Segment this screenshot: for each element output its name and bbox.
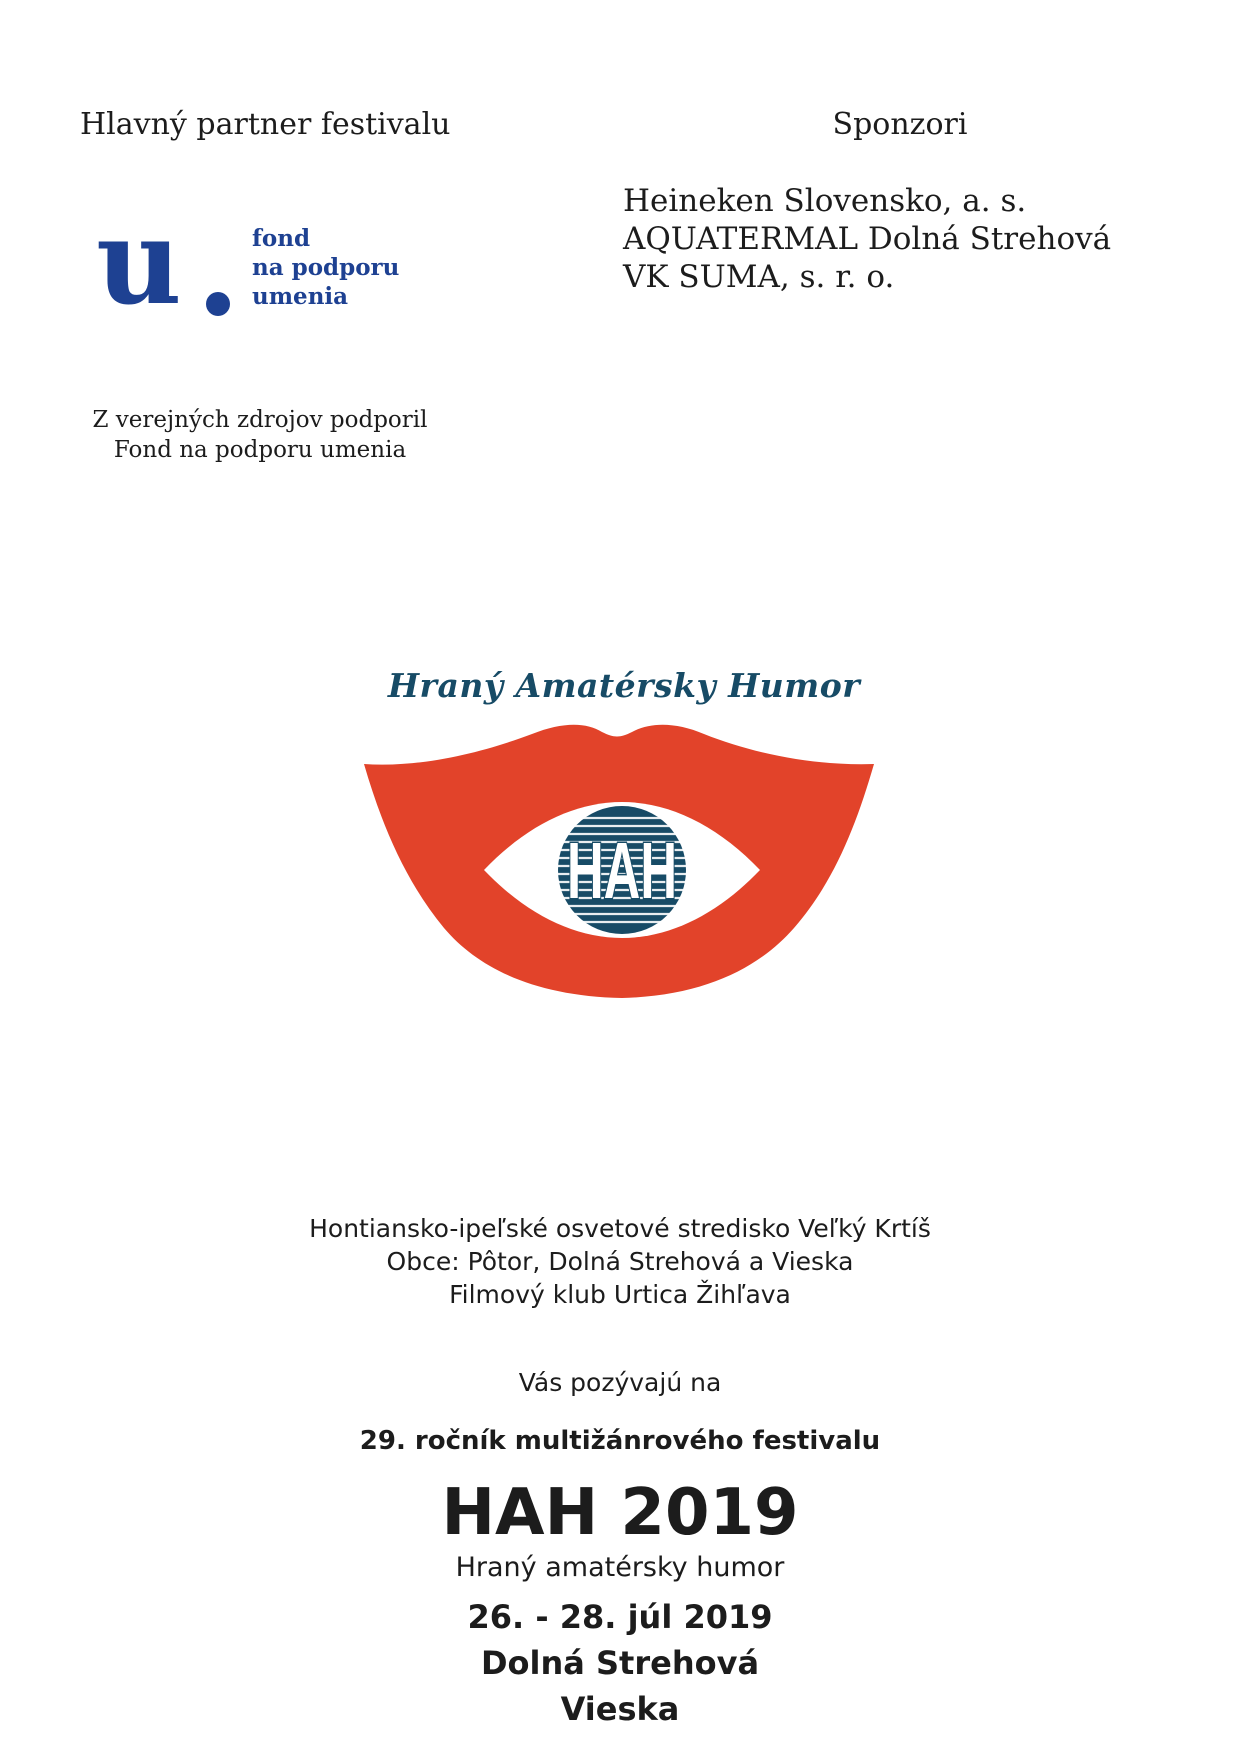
partner-heading: Hlavný partner festivalu <box>80 107 451 142</box>
festival-title: HAH 2019 <box>441 1476 799 1550</box>
dates-and-places <box>250 1594 990 1732</box>
sponsor-item: AQUATERMAL Dolná Strehová <box>623 221 1112 257</box>
fond-na-podporu-umenia-logo <box>96 192 426 331</box>
sponsor-item: Heineken Slovensko, a. s. <box>623 183 1027 219</box>
logo-line: na podporu <box>252 254 400 281</box>
sponsor-item: VK SUMA, s. r. o. <box>623 259 895 295</box>
logo-dot <box>206 292 230 316</box>
lips-icon <box>364 722 884 1002</box>
organizer-line: Filmový klub Urtica Žihľava <box>449 1280 791 1309</box>
logo-monogram: HAH <box>567 826 677 915</box>
logo-text <box>252 224 399 311</box>
festival-logo <box>364 660 884 1020</box>
place: Vieska <box>560 1690 680 1728</box>
logo-script-title: Hraný Amatérsky Humor <box>387 666 861 705</box>
sponsor-list <box>623 182 1111 296</box>
place: Dolná Strehová <box>480 1644 760 1682</box>
support-note <box>80 405 440 465</box>
support-note-line: Fond na podporu umenia <box>113 437 407 463</box>
logo-line: fond <box>252 225 311 252</box>
organizer-line: Obce: Pôtor, Dolná Strehová a Vieska <box>386 1247 854 1276</box>
logo-line: umenia <box>252 283 349 310</box>
festival-subtitle: Hraný amatérsky humor <box>455 1552 785 1583</box>
festival-dates: 26. - 28. júl 2019 <box>467 1598 773 1636</box>
logo-mark: u <box>96 192 178 331</box>
invite-text: Vás pozývajú na <box>518 1368 722 1397</box>
organizer-line: Hontiansko-ipeľské osvetové stredisko Veľký Krtíš <box>309 1214 931 1243</box>
edition-text: 29. ročník multižánrového festivalu <box>359 1426 881 1456</box>
sponsors-heading: Sponzori <box>832 107 968 142</box>
organizers <box>250 1212 990 1311</box>
support-note-line: Z verejných zdrojov podporil <box>92 407 428 433</box>
